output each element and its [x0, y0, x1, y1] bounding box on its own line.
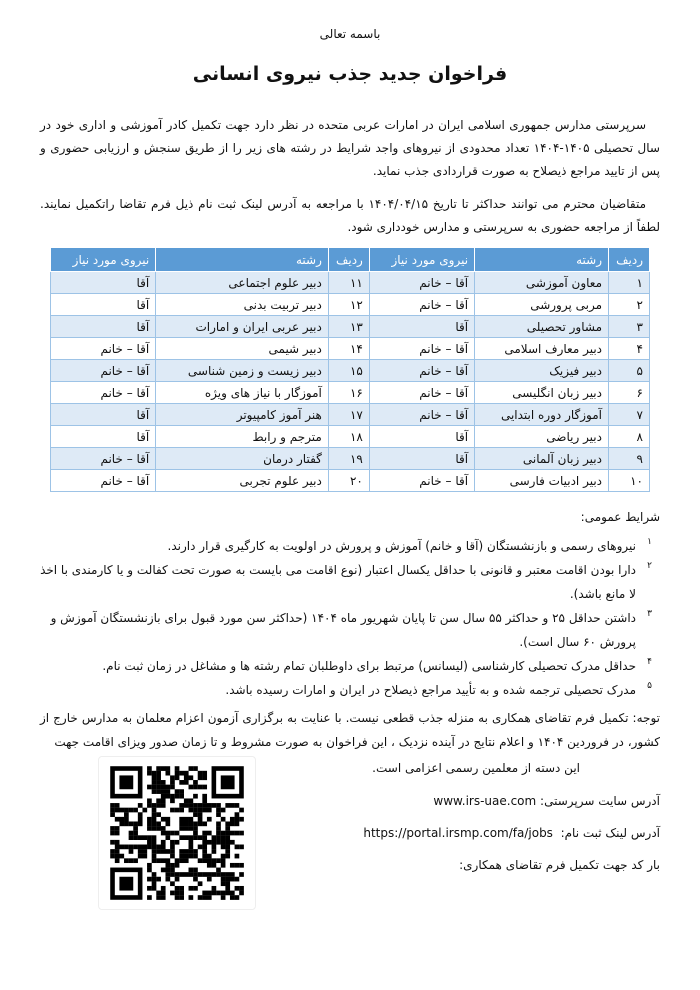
- condition-item: [40, 678, 660, 702]
- table-cell: دبیر فیزیک: [475, 360, 609, 382]
- table-row: [51, 470, 650, 492]
- table-cell: ۲: [609, 294, 650, 316]
- table-cell: ۷: [609, 404, 650, 426]
- site-label: آدرس سایت سرپرستی:: [540, 794, 660, 808]
- condition-item: [40, 534, 660, 558]
- table-cell: آقا: [51, 316, 156, 338]
- table-cell: دبیر تربیت بدنی: [156, 294, 329, 316]
- table-cell: ۱۰: [609, 470, 650, 492]
- site-address: [272, 790, 660, 812]
- condition-text: نیروهای رسمی و بازنشستگان (آقا و خانم) آموزش و پرورش در اولویت به کارگیری قرار دارند.: [167, 539, 636, 553]
- column-header: رشته: [156, 248, 329, 272]
- note-line: این دسته از معلمین رسمی اعزامی است.: [372, 761, 580, 775]
- table-cell: دبیر علوم تجربی: [156, 470, 329, 492]
- table-cell: آقا: [51, 426, 156, 448]
- table-cell: آقا – خانم: [51, 338, 156, 360]
- table-cell: ۱۳: [328, 316, 369, 338]
- table-cell: مشاور تحصیلی: [475, 316, 609, 338]
- column-header: رشته: [475, 248, 609, 272]
- note-line: توجه: تکمیل فرم تقاضای همکاری به منزله جذب قطعی نیست. با عنایت به برگزاری آزمون اعزام معلمان به مدارس خارج از: [40, 711, 660, 725]
- table-cell: آقا – خانم: [369, 382, 474, 404]
- page-title: فراخوان جدید جذب نیروی انسانی: [192, 63, 508, 85]
- condition-number: ۵: [647, 681, 652, 691]
- table-cell: آقا: [369, 426, 474, 448]
- table-cell: ۱۹: [328, 448, 369, 470]
- table-cell: آقا: [51, 404, 156, 426]
- table-cell: آقا: [51, 272, 156, 294]
- table-cell: آموزگار دوره ابتدایی: [475, 404, 609, 426]
- condition-item: [40, 654, 660, 678]
- table-cell: دبیر زیست و زمین شناسی: [156, 360, 329, 382]
- table-cell: آقا – خانم: [369, 338, 474, 360]
- table-cell: ۱۷: [328, 404, 369, 426]
- info-column: [272, 756, 660, 876]
- table-cell: ۴: [609, 338, 650, 360]
- table-cell: مربی پرورشی: [475, 294, 609, 316]
- table-cell: دبیر زبان آلمانی: [475, 448, 609, 470]
- table-cell: آقا – خانم: [51, 448, 156, 470]
- qr-label: بار کد جهت تکمیل فرم تقاضای همکاری:: [459, 858, 660, 872]
- condition-number: ۲: [647, 561, 652, 571]
- table-cell: آقا – خانم: [369, 294, 474, 316]
- table-cell: آقا – خانم: [51, 470, 156, 492]
- condition-text: داشتن حداقل ۲۵ و حداکثر ۵۵ سال سن تا پایان شهریور ماه ۱۴۰۴ (حداکثر سن مورد قبول برای بازنشستگان آموزش و پرورش ۶۰ سال است).: [50, 611, 636, 649]
- table-cell: آقا: [51, 294, 156, 316]
- table-cell: هنر آموز کامپیوتر: [156, 404, 329, 426]
- table-row: [51, 294, 650, 316]
- table-row: [51, 382, 650, 404]
- table-cell: ۶: [609, 382, 650, 404]
- table-row: [51, 272, 650, 294]
- table-cell: آقا – خانم: [369, 360, 474, 382]
- table-cell: آقا – خانم: [369, 404, 474, 426]
- table-cell: دبیر علوم اجتماعی: [156, 272, 329, 294]
- table-cell: ۱۵: [328, 360, 369, 382]
- note-line: کشور، در فروردین ۱۴۰۴ و اعلام نتایج در آینده نزدیک ، این فراخوان به صورت مشروط و تا زمان صدور ویزای اقامت جهت: [54, 735, 660, 749]
- bismillah: باسمه تعالی: [319, 27, 381, 41]
- table-cell: آقا: [369, 448, 474, 470]
- condition-text: حداقل مدرک تحصیلی کارشناسی (لیسانس) مرتبط برای داوطلبان تمام رشته ها و مشاغل در زمان ثبت نام.: [102, 659, 636, 673]
- table-cell: ۱: [609, 272, 650, 294]
- table-cell: گفتار درمان: [156, 448, 329, 470]
- column-header: ردیف: [328, 248, 369, 272]
- table-row: [51, 360, 650, 382]
- table-cell: دبیر ریاضی: [475, 426, 609, 448]
- condition-text: مدرک تحصیلی ترجمه شده و به تأیید مراجع ذیصلاح در ایران و امارات رسیده باشد.: [225, 683, 636, 697]
- condition-number: ۳: [647, 609, 652, 619]
- qr-code[interactable]: [98, 756, 256, 910]
- table-row: [51, 338, 650, 360]
- table-cell: آقا – خانم: [369, 470, 474, 492]
- table-header: [51, 248, 650, 272]
- table-cell: دبیر معارف اسلامی: [475, 338, 609, 360]
- table-cell: آقا – خانم: [51, 382, 156, 404]
- table-cell: مترجم و رابط: [156, 426, 329, 448]
- deadline-paragraph: متقاضیان محترم می توانند حداکثر تا تاریخ ۱۴۰۴/۰۴/۱۵ با مراجعه به آدرس لینک ثبت نام ذیل فرم تقاضا راتکمیل نمایند. لطفاً از مراجعه حضوری به سرپرستی و مدارس خودداری شود.: [40, 197, 660, 234]
- table-cell: ۱۸: [328, 426, 369, 448]
- bottom-section: [40, 756, 660, 910]
- table-cell: آقا – خانم: [369, 272, 474, 294]
- table-cell: ۱۴: [328, 338, 369, 360]
- table-cell: ۱۱: [328, 272, 369, 294]
- column-header: ردیف: [609, 248, 650, 272]
- table-cell: آقا – خانم: [51, 360, 156, 382]
- table-cell: دبیر زبان انگلیسی: [475, 382, 609, 404]
- condition-number: ۱: [647, 537, 652, 547]
- positions-table: [50, 247, 650, 492]
- table-row: [51, 426, 650, 448]
- condition-number: ۴: [647, 657, 652, 667]
- table-cell: ۱۶: [328, 382, 369, 404]
- registration-label: آدرس لینک ثبت نام:: [560, 826, 660, 840]
- site-link[interactable]: www.irs-uae.com: [433, 794, 537, 808]
- table-cell: دبیر عربی ایران و امارات: [156, 316, 329, 338]
- note-paragraph: [40, 706, 660, 754]
- table-cell: آموزگار با نیاز های ویژه: [156, 382, 329, 404]
- table-cell: آقا: [369, 316, 474, 338]
- table-cell: دبیر ادبیات فارسی: [475, 470, 609, 492]
- condition-item: [40, 558, 660, 606]
- table-cell: ۵: [609, 360, 650, 382]
- table-row: [51, 404, 650, 426]
- table-cell: ۳: [609, 316, 650, 338]
- registration-link[interactable]: https://portal.irsmp.com/fa/jobs: [363, 826, 553, 840]
- condition-text: دارا بودن اقامت معتبر و قانونی با حداقل یکسال اعتبار (نوع اقامت می بایست به صورت تحت کفالت و یا کارمندی با اخذ لا مانع باشد).: [40, 563, 636, 601]
- table-row: [51, 448, 650, 470]
- conditions-title: شرایط عمومی:: [580, 510, 660, 524]
- table-cell: ۱۲: [328, 294, 369, 316]
- table-cell: ۹: [609, 448, 650, 470]
- table-row: [51, 316, 650, 338]
- intro-paragraph: سرپرستی مدارس جمهوری اسلامی ایران در امارات عربی متحده در نظر دارد جهت تکمیل کادر آموزشی و اداری خود در سال تحصیلی ۱۴۰۵-۱۴۰۴ تعداد محدودی از نیروهای واجد شرایط در رشته های زیر را از طریق سنجش و ارزیابی حضوری و پس از تایید مراجع ذیصلاح به صورت قراردادی جذب نماید.: [40, 118, 660, 178]
- registration-address: [272, 822, 660, 844]
- column-header: نیروی مورد نیاز: [51, 248, 156, 272]
- table-cell: دبیر شیمی: [156, 338, 329, 360]
- conditions-list: [40, 534, 660, 702]
- column-header: نیروی مورد نیاز: [369, 248, 474, 272]
- table-cell: معاون آموزشی: [475, 272, 609, 294]
- table-cell: ۸: [609, 426, 650, 448]
- condition-item: [40, 606, 660, 654]
- table-cell: ۲۰: [328, 470, 369, 492]
